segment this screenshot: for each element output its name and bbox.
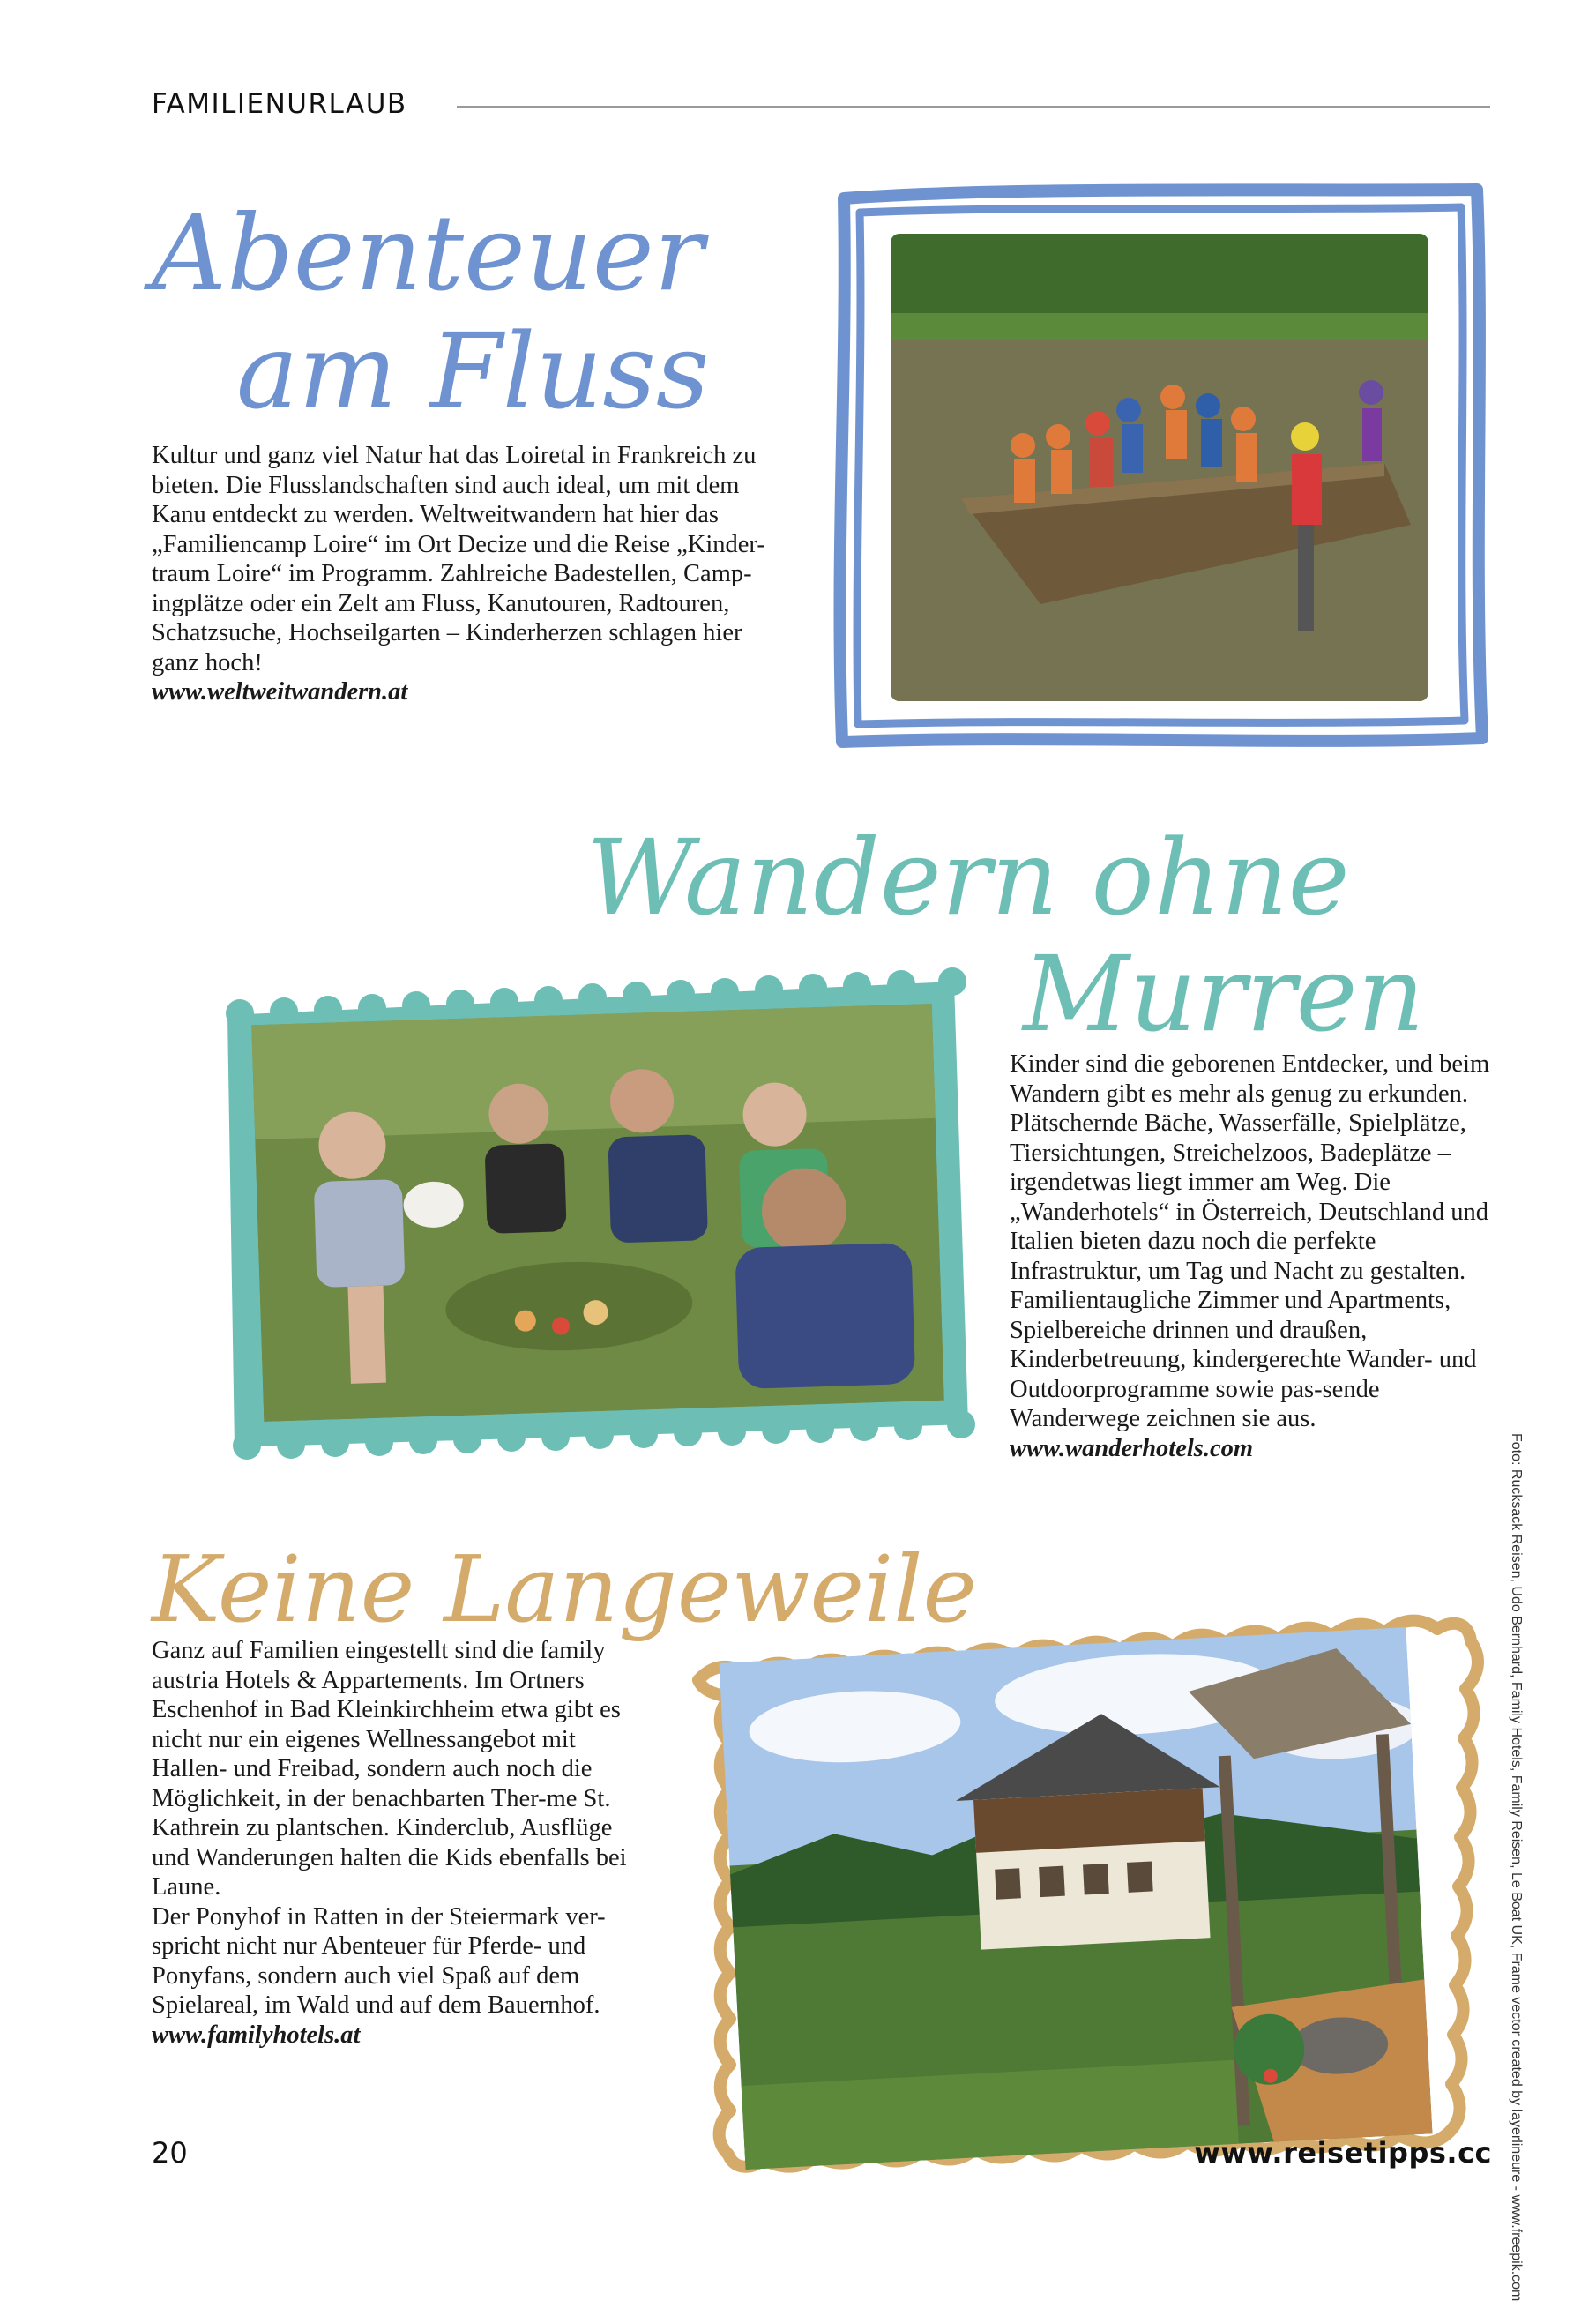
article-3-paragraph-2: Der Ponyhof in Ratten in der Steiermark ver-spricht nicht nur Abenteuer für Pferde- und Ponyfans, sondern auch viel Spaß auf dem Spielareal, im Wald und auf dem Bauernhof. bbox=[152, 1902, 606, 2019]
photo-family-picnic bbox=[251, 1004, 944, 1422]
photo-river-raft bbox=[891, 234, 1428, 701]
article-2-title-line-2: Murren bbox=[1023, 933, 1425, 1055]
article-1-paragraph: Kultur und ganz viel Natur hat das Loiretal in Frankreich zu bieten. Die Flusslandschaften sind auch ideal, um mit dem Kanu entdeckt zu werden. Weltweitwandern hat hier das „Familiencamp Loire“ im Ort Decize und die Reise „Kinder-traum Loire“ im Programm. Zahlreiche Badestellen, Camp-ingplätze oder ein Zelt am Fluss, Kanutouren, Radtouren, Schatzsuche, Hochseilgarten – Kinderherzen schlagen hier ganz hoch! bbox=[152, 442, 765, 676]
article-3-title: Keine Langeweile bbox=[152, 1535, 978, 1643]
site-url[interactable]: www.reisetipps.cc bbox=[1194, 2136, 1492, 2170]
article-1-url[interactable]: www.weltweitwandern.at bbox=[152, 678, 408, 706]
article-2-url[interactable]: www.wanderhotels.com bbox=[1010, 1434, 1254, 1462]
photo-credit: Foto: Rucksack Reisen, Udo Bernhard, Family Hotels, Family Reisen, Le Boat UK, Frame vector created by layerlineure - www.freepik.com bbox=[1509, 1433, 1524, 2301]
article-3-body bbox=[152, 1636, 645, 2050]
article-1-title-line-2: am Fluss bbox=[236, 310, 710, 432]
article-1-body bbox=[152, 441, 795, 707]
article-2-title-line-1: Wandern ohne bbox=[586, 817, 1350, 938]
photo-hotel bbox=[719, 1627, 1432, 2170]
section-label: FAMILIENURLAUB bbox=[152, 88, 407, 120]
article-2-paragraph: Kinder sind die geborenen Entdecker, und beim Wandern gibt es mehr als genug zu erkunden. Plätschernde Bäche, Wasserfälle, Spielplätze, Tiersichtungen, Streichelzoos, Badeplätze – irgendetwas liegt immer am Weg. Die „Wanderhotels“ in Österreich, Deutschland und Italien bieten dazu noch die perfekte Infrastruktur, um Tag und Nacht zu gestalten. Familientaugliche Zimmer und Apartments, Spielbereiche drinnen und draußen, Kinderbetreuung, kindergerechte Wander- und Outdoorprogramme sowie pas-sende Wanderwege zeichnen sie aus. bbox=[1010, 1050, 1490, 1432]
page-number: 20 bbox=[152, 2136, 188, 2170]
article-1-title-line-1: Abenteuer bbox=[152, 192, 705, 314]
header-rule bbox=[457, 106, 1490, 108]
article-2-body bbox=[1010, 1050, 1490, 1463]
article-3-paragraph-1: Ganz auf Familien eingestellt sind die family austria Hotels & Appartements. Im Ortners Eschenhof in Bad Kleinkirchheim etwa gibt es nicht nur ein eigenes Wellnessangebot mit Hallen- und Freibad, sondern auch noch die Möglichkeit, in der benachbarten Ther-me St. Kathrein zu plantschen. Kinderclub, Ausflüge und Wanderungen halten die Kids ebenfalls bei Laune. bbox=[152, 1637, 627, 1901]
article-3-url[interactable]: www.familyhotels.at bbox=[152, 2021, 361, 2049]
